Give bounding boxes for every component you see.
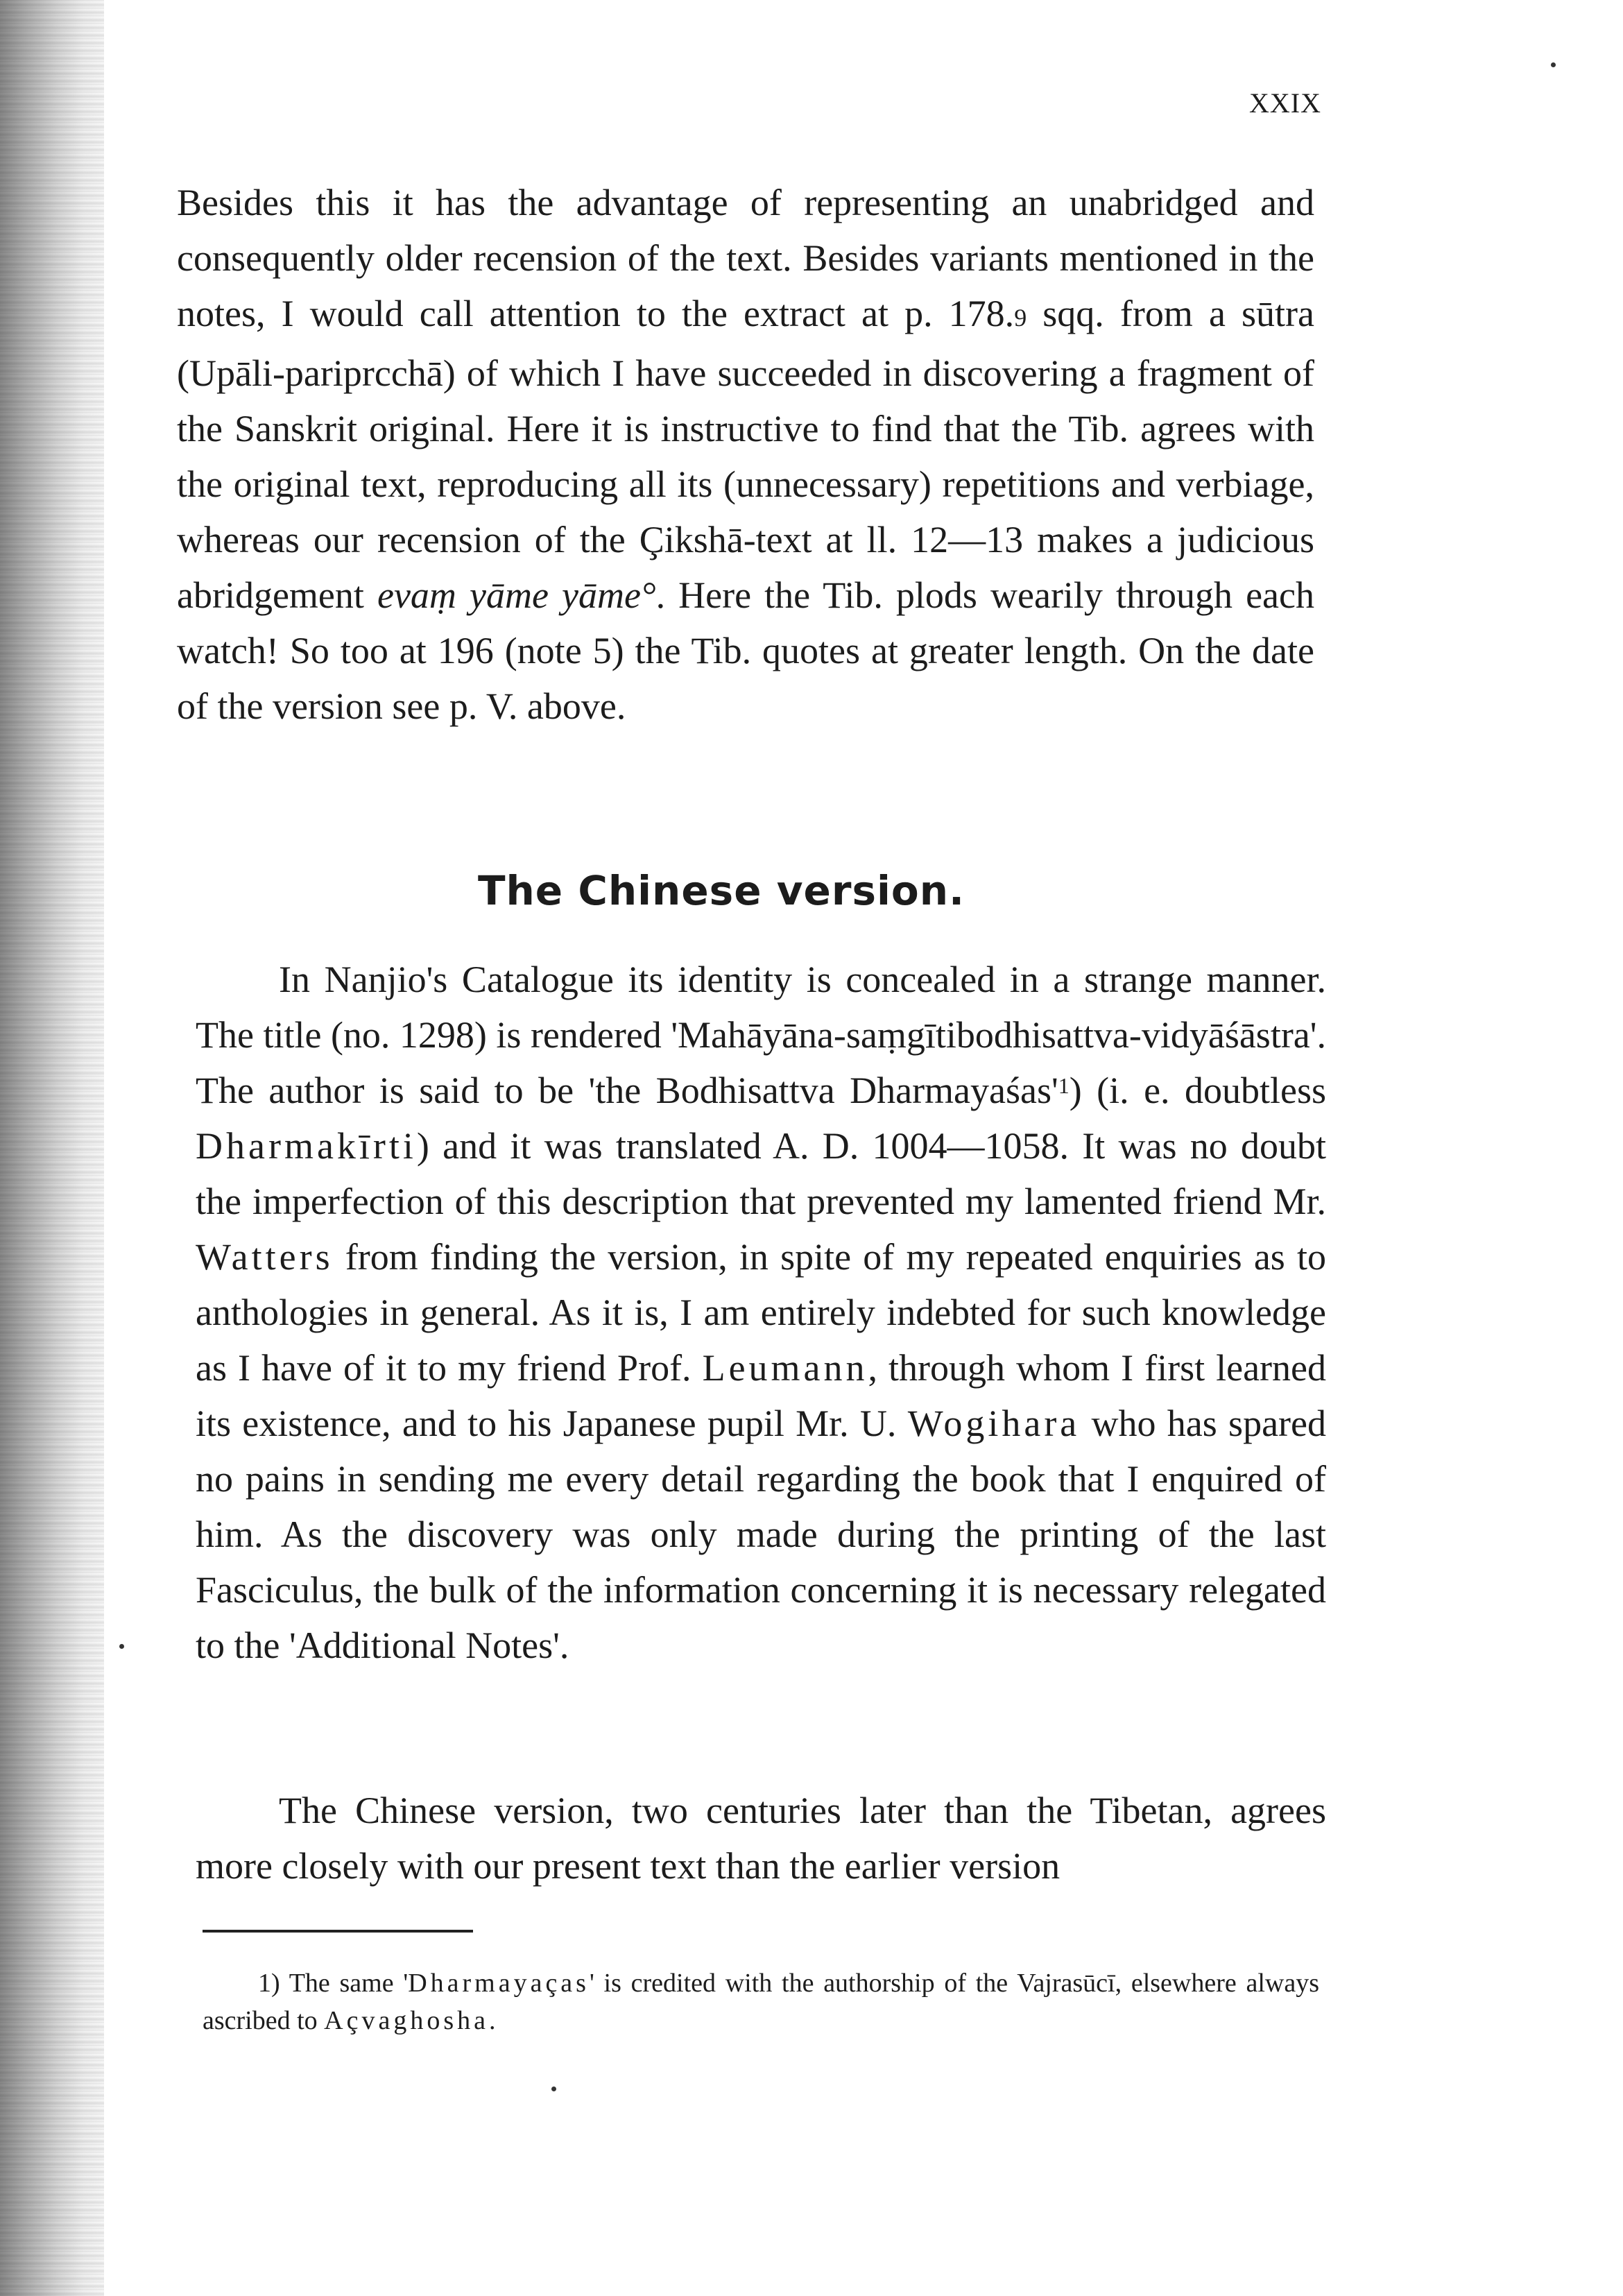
scan-gutter-shadow	[0, 0, 104, 2296]
scan-speck	[1551, 62, 1556, 67]
tibetan-section-paragraph: Besides this it has the advantage of representing an unabridged and consequently older recension of the text. Besides variants mentioned in the notes, I would call attention to the extract at p. 178.9 sqq. from a sūtra (Upāli-pariprcchā) of which I have succeeded in discovering a fragment of the Sanskrit original. Here it is instructive to find that the Tib. agrees with the original text, reproducing all its (unnecessary) repetitions and verbiage, whereas our recension of the Çikshā-text at ll. 12—13 makes a judicious abridgement evaṃ yāme yāme°. Here the Tib. plods wearily through each watch! So too at 196 (note 5) the Tib. quotes at greater length. On the date of the version see p. V. above.	[177, 182, 1314, 727]
name-watters: Watters	[196, 1236, 334, 1278]
name-wogihara: Wogihara	[907, 1403, 1081, 1444]
chinese-section-paragraph-1: In Nanjio's Catalogue its identity is concealed in a strange manner. The title (no. 1298) is rendered 'Mahāyāna-saṃgītibodhisattva-vidyāśāstra'. The author is said to be 'the Bodhisattva Dharmayaśas'$^1$) (i. e. doubtless Dharmakīrti) and it was translated A. D. 1004—1058. It was no doubt the imperfection of this description that prevented my lamented friend Mr. Watters from finding the version, in spite of my repeated enquiries as to anthologies in general. As it is, I am entirely indebted for such knowledge as I have of it to my friend Prof. Leumann, through whom I first learned its existence, and to his Japanese pupil Mr. U. Wogihara who has spared no pains in sending me every detail regarding the book that I enquired of him. As the discovery was only made during the printing of the last Fasciculus, the bulk of the information concerning it is necessary relegated to the 'Additional Notes'.	[196, 959, 1327, 1666]
footnote-divider	[203, 1930, 473, 1933]
name-leumann: Leumann	[702, 1347, 868, 1389]
footnote-mark: 1)	[258, 1969, 280, 1998]
footnote-reference: 1	[1058, 1073, 1070, 1098]
name-acvaghosha: Açvaghosha	[324, 2006, 489, 2035]
footnote: 1) The same 'Dharmayaças' is credited with the authorship of the Vajrasūcī, elsewhere always ascribed to Açvaghosha.	[203, 1969, 1319, 2035]
page-number: XXIX	[1249, 87, 1321, 119]
name-dharmayacas: Dharmayaças	[408, 1969, 590, 1998]
scan-speck	[551, 2087, 556, 2091]
scan-speck	[119, 1644, 124, 1649]
chinese-section-paragraph-2: The Chinese version, two centuries later than the Tibetan, agrees more closely with our present text than the earlier version	[196, 1790, 1326, 1887]
section-heading-chinese-version: The Chinese version.	[477, 867, 965, 914]
name-dharmakirti: Dharmakīrti	[196, 1125, 417, 1167]
